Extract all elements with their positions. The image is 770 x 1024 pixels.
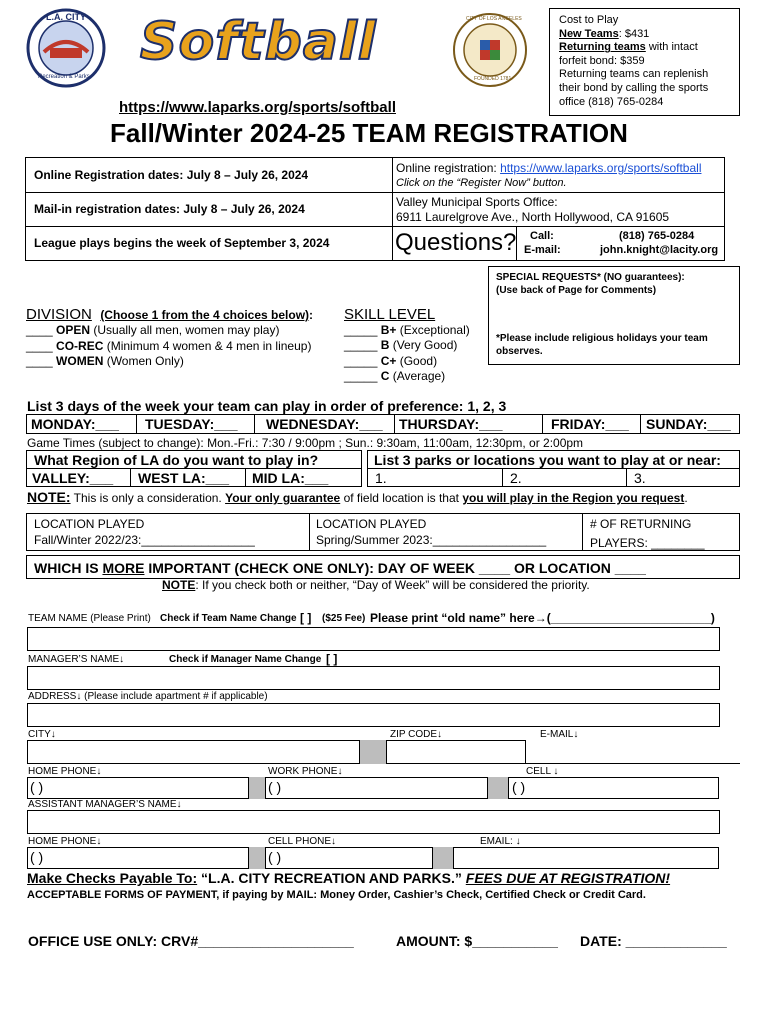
asst-cell-phone-input[interactable]	[265, 847, 433, 869]
park-2[interactable]: 2.	[510, 470, 522, 486]
priority-question[interactable]: WHICH IS MORE IMPORTANT (CHECK ONE ONLY): DAY OF WEEK ____ OR LOCATION ____	[34, 560, 646, 576]
day-tuesday[interactable]: TUESDAY:___	[145, 416, 238, 432]
manager-change-label: Check if Manager Name Change	[169, 654, 322, 665]
address-input[interactable]	[27, 703, 720, 727]
logo-left-text: L.A. CITY	[46, 12, 86, 22]
loc1-title: LOCATION PLAYED	[34, 517, 145, 531]
city-label: CITY↓	[28, 729, 56, 740]
day-wednesday[interactable]: WEDNESDAY:___	[266, 416, 383, 432]
cost-note-2: their bond by calling the sports	[559, 81, 709, 94]
region-west-la[interactable]: WEST LA:___	[138, 470, 230, 486]
la-city-rec-logo	[26, 8, 106, 88]
work-phone-label: WORK PHONE↓	[268, 766, 343, 777]
questions-label: Questions?	[395, 229, 517, 256]
skill-options	[344, 323, 470, 384]
returning-title: # OF RETURNING	[590, 517, 692, 531]
asst-cell-phone-label: CELL PHONE↓	[268, 836, 336, 847]
region-title: What Region of LA do you want to play in?	[34, 452, 319, 468]
loc1-line[interactable]: Fall/Winter 2022/23:_________________	[34, 533, 255, 547]
division-title: DIVISION	[26, 306, 92, 323]
division-subtitle: (Choose 1 from the 4 choices below)	[100, 308, 310, 322]
park-3[interactable]: 3.	[634, 470, 646, 486]
asst-home-phone-label: HOME PHONE↓	[28, 836, 102, 847]
team-change-checkbox[interactable]: [ ]	[300, 611, 312, 625]
online-dates: Online Registration dates: July 8 – July 26, 2024	[34, 168, 309, 182]
city-seal-logo	[452, 12, 528, 88]
page-title: Fall/Winter 2024-25 TEAM REGISTRATION	[110, 118, 628, 148]
city-input[interactable]	[27, 740, 360, 764]
days-title: List 3 days of the week your team can play in order of preference: 1, 2, 3	[27, 398, 507, 414]
home-phone-input[interactable]	[27, 777, 249, 799]
special-note-1: *Please include religious holidays your team	[496, 333, 708, 344]
office-use-date: DATE: _____________	[580, 933, 727, 949]
address-label: ADDRESS↓ (Please include apartment # if applicable)	[28, 691, 268, 702]
home-phone-label: HOME PHONE↓	[28, 766, 102, 777]
skill-option-b[interactable]: _____ B (Very Good)	[344, 338, 458, 353]
old-name-field[interactable]: Please print “old name” here→(________________________)	[370, 611, 715, 625]
league-start: League plays begins the week of September 3, 2024	[34, 236, 330, 250]
email-field-label: E-MAIL↓	[540, 729, 579, 740]
manager-name-input[interactable]	[27, 666, 720, 690]
online-reg-sub: Click on the “Register Now” button.	[396, 177, 567, 189]
parks-title: List 3 parks or locations you want to play at or near:	[374, 452, 721, 468]
priority-note: NOTE: If you check both or neither, “Day of Week” will be considered the priority.	[162, 578, 590, 592]
day-monday[interactable]: MONDAY:___	[31, 416, 119, 432]
logo-left-sub: Recreation & Parks	[38, 74, 90, 80]
division-option-women[interactable]: ____ WOMEN (Women Only)	[26, 354, 184, 368]
team-name-label: TEAM NAME (Please Print)	[28, 613, 151, 624]
asst-email-label: EMAIL: ↓	[480, 836, 521, 847]
payment-forms: ACCEPTABLE FORMS OF PAYMENT, if paying by MAIL: Money Order, Cashier’s Check, Certified Check or Credit Card.	[27, 889, 646, 901]
cell-label: CELL ↓	[526, 766, 559, 777]
checks-payable: Make Checks Payable To: “L.A. CITY RECREATION AND PARKS.” FEES DUE AT REGISTRATION!	[27, 870, 671, 886]
team-name-input[interactable]	[27, 627, 720, 651]
softball-wordmark: Softball	[140, 12, 377, 72]
skill-option-bplus[interactable]: _____ B+ (Exceptional)	[344, 323, 470, 337]
day-friday[interactable]: FRIDAY:___	[551, 416, 629, 432]
questions-phone: (818) 765-0284	[619, 230, 695, 242]
skill-option-c[interactable]: _____ C (Average)	[344, 368, 446, 383]
cost-box	[549, 8, 740, 116]
special-note-2: observes.	[496, 346, 543, 357]
days-box	[26, 414, 740, 434]
office-address: 6911 Laurelgrove Ave., North Hollywood, CA 91605	[396, 210, 670, 224]
email-input[interactable]	[527, 740, 740, 763]
online-reg-label: Online registration:	[396, 161, 501, 175]
online-reg-link[interactable]: https://www.laparks.org/sports/softball	[500, 161, 702, 175]
logo-right-text: CITY OF LOS ANGELES	[466, 16, 522, 22]
cost-returning-rest: with intact	[645, 41, 698, 54]
park-1[interactable]: 1.	[375, 470, 387, 486]
header-url[interactable]: https://www.laparks.org/sports/softball	[119, 99, 396, 116]
cost-title: Cost to Play	[559, 14, 619, 26]
region-valley[interactable]: VALLEY:___	[32, 470, 114, 486]
cost-note-1: Returning teams can replenish	[559, 68, 709, 81]
zip-input[interactable]	[386, 740, 526, 764]
office-use-amount: AMOUNT: $___________	[396, 933, 558, 949]
asst-manager-input[interactable]	[27, 810, 720, 834]
cell-phone-input[interactable]	[508, 777, 719, 799]
manager-name-label: MANAGER’S NAME↓	[28, 654, 125, 665]
email-label: E-mail:	[524, 244, 561, 256]
loc2-title: LOCATION PLAYED	[316, 517, 427, 531]
work-phone-input[interactable]	[265, 777, 488, 799]
division-option-open[interactable]: ____ OPEN (Usually all men, women may play)	[26, 323, 280, 337]
division-option-corec[interactable]: ____ CO-REC (Minimum 4 women & 4 men in lineup)	[26, 338, 312, 353]
skill-option-cplus[interactable]: _____ C+ (Good)	[344, 353, 438, 368]
special-line-1: SPECIAL REQUESTS* (NO guarantees):	[496, 272, 685, 283]
region-mid-la[interactable]: MID LA:___	[252, 470, 329, 486]
logo-right-sub: FOUNDED 1781	[474, 76, 512, 82]
zip-label: ZIP CODE↓	[390, 729, 443, 740]
manager-change-checkbox[interactable]: [ ]	[326, 652, 338, 666]
office-use-crv: OFFICE USE ONLY: CRV#____________________	[28, 933, 354, 949]
cost-forfeit: forfeit bond: $359	[559, 54, 645, 67]
questions-email: john.knight@lacity.org	[600, 244, 719, 256]
mailin-dates: Mail-in registration dates: July 8 – July 26, 2024	[34, 202, 305, 216]
region-note: NOTE: This is only a consideration. Your only guarantee of field location is that you will play in the Region you request.	[27, 489, 688, 505]
division-options	[26, 323, 311, 370]
loc2-line[interactable]: Spring/Summer 2023:_________________	[316, 533, 547, 547]
cost-returning-label: Returning teams	[559, 41, 646, 54]
team-change-label: Check if Team Name Change	[160, 613, 297, 624]
game-times: Game Times (subject to change): Mon.-Fri.: 7:30 / 9:00pm ; Sun.: 9:30am, 11:00am, 12:30pm, or 2:00pm	[27, 436, 584, 450]
asst-home-phone-input[interactable]	[27, 847, 249, 869]
skill-title: SKILL LEVEL	[344, 306, 436, 323]
special-line-2: (Use back of Page for Comments)	[496, 285, 657, 296]
asst-manager-label: ASSISTANT MANAGER’S NAME↓	[28, 799, 182, 810]
asst-email-input[interactable]	[453, 847, 719, 869]
cost-new-value: : $431	[618, 27, 650, 40]
cost-note-3: office (818) 765-0284	[559, 95, 664, 108]
office-name: Valley Municipal Sports Office:	[396, 195, 558, 209]
cost-new-label: New Teams	[559, 27, 619, 40]
day-thursday[interactable]: THURSDAY:___	[399, 416, 503, 432]
returning-line[interactable]: PLAYERS: ________	[590, 536, 705, 550]
call-label: Call:	[530, 230, 554, 242]
day-sunday[interactable]: SUNDAY:___	[646, 416, 731, 432]
team-fee: ($25 Fee)	[322, 613, 366, 624]
